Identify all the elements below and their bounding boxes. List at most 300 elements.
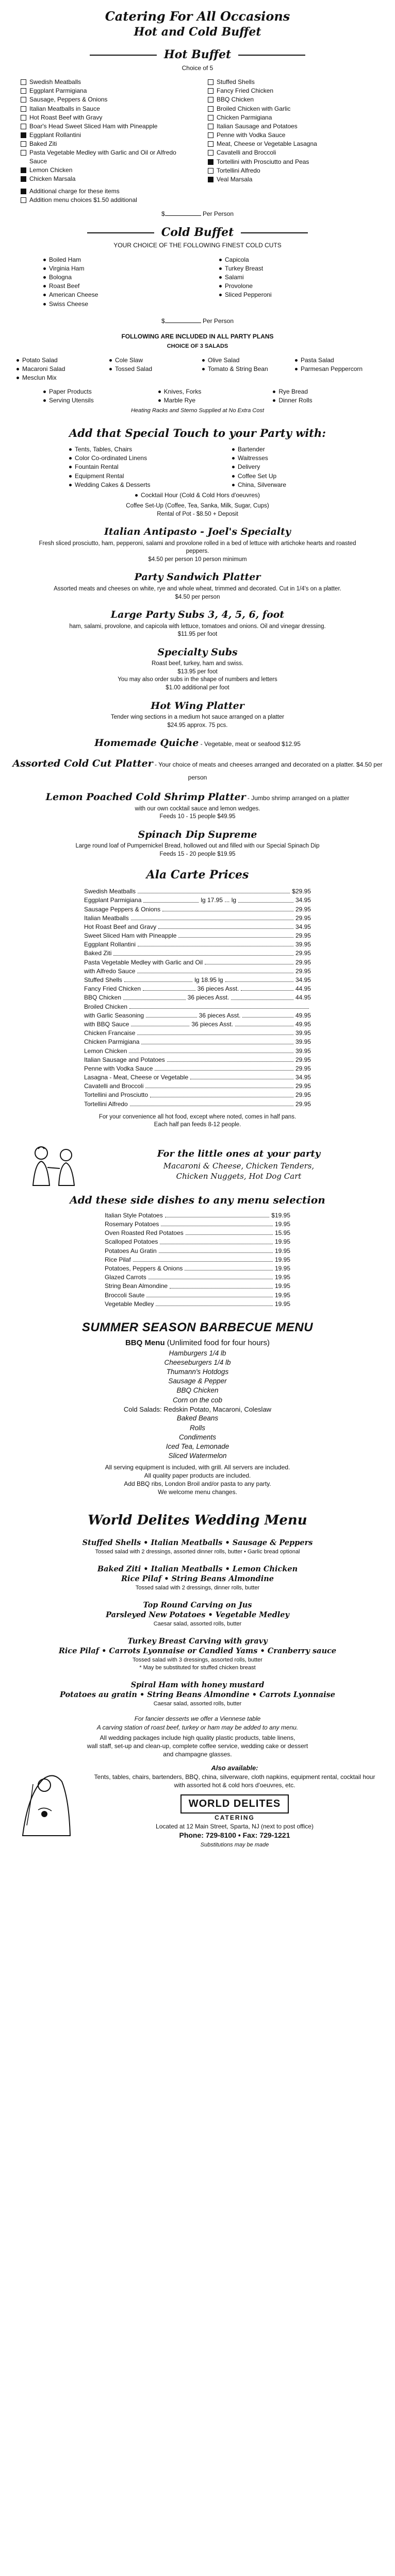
menu-choice-item[interactable] <box>21 78 195 86</box>
service-item <box>232 463 383 471</box>
kids-section <box>23 1142 383 1188</box>
kids-line1: For the little ones at your party <box>157 1148 321 1160</box>
dot-leader <box>124 976 192 982</box>
dot-leader <box>186 1229 273 1235</box>
hot-buffet-extras <box>12 187 383 204</box>
menu-choice-item[interactable] <box>21 87 195 95</box>
bullet-icon <box>158 391 161 393</box>
list-item-label: Potato Salad <box>22 356 58 364</box>
bullet-icon <box>17 368 19 370</box>
price-row-mid: 36 pieces Asst. <box>187 994 229 1002</box>
bullet-icon <box>43 276 46 279</box>
checkbox-icon[interactable] <box>21 167 26 173</box>
menu-choice-label: Sausage, Peppers & Onions <box>29 96 108 104</box>
dot-leader <box>162 905 293 911</box>
specialty-desc: Fresh sliced prosciutto, ham, pepperoni, salami and provolone rolled in a bed of lettuce with artichoke hearts and roasted peppers. <box>39 540 356 555</box>
bullet-icon <box>219 285 222 287</box>
special-touch-list <box>12 445 383 489</box>
specialty-price: $13.95 per foot <box>177 668 218 675</box>
price-row-price: 19.95 <box>274 1238 290 1246</box>
bbq-title: SUMMER SEASON BARBECUE MENU <box>81 1320 314 1334</box>
price-row-price: 19.95 <box>274 1256 290 1263</box>
party-plans-note: Heating Racks and Sterno Supplied at No Extra Cost <box>130 407 265 414</box>
hot-buffet-price-line <box>12 210 383 218</box>
dot-leader <box>138 887 290 893</box>
cold-cut-item <box>43 282 207 290</box>
price-row-price: 39.95 <box>295 1047 311 1055</box>
dot-leader <box>185 1264 273 1270</box>
menu-choice-item[interactable] <box>208 175 383 183</box>
list-item-label: Serving Utensils <box>49 396 94 404</box>
cold-buffet-title-row <box>12 225 383 241</box>
specialty-inline: - Vegetable, meat or seafood $12.95 <box>199 740 301 748</box>
price-row-price: 29.95 <box>295 1056 311 1063</box>
specialty-name: Specialty Subs <box>157 646 238 658</box>
list-item-label: Fountain Rental <box>75 463 119 471</box>
specialty-name: Large Party Subs 3, 4, 5, 6, foot <box>110 609 285 621</box>
bbq-item: Baked Beans <box>176 1414 219 1422</box>
menu-choice-label: Italian Meatballs in Sauce <box>29 105 100 112</box>
price-row-price: 19.95 <box>274 1282 290 1290</box>
list-item-label: Tents, Tables, Chairs <box>75 446 133 453</box>
salad-item <box>109 356 197 364</box>
bbq-note4: We welcome menu changes. <box>158 1488 237 1496</box>
dot-leader <box>161 1220 273 1226</box>
wedding-menu-note: Tossed salad with 3 dressings, assorted rolls, butter <box>133 1656 262 1663</box>
specialty-title <box>12 608 383 622</box>
dot-leader <box>146 1291 273 1297</box>
kids-illustration-icon <box>23 1142 85 1188</box>
specialty-name: Lemon Poached Cold Shrimp Platter <box>45 791 246 803</box>
price-row <box>84 1038 311 1046</box>
list-item-label: Equipment Rental <box>75 472 124 480</box>
bbq-note1: All serving equipment is included, with grill. All servers are included. <box>105 1463 290 1471</box>
menu-choice-item[interactable] <box>208 122 383 130</box>
bride-groom-illustration-icon <box>12 1764 79 1841</box>
dot-leader <box>225 976 293 982</box>
service-item <box>69 472 220 480</box>
dot-leader <box>129 1047 293 1053</box>
menu-choice-label: Stuffed Shells <box>217 78 255 86</box>
cold-cut-item <box>43 256 207 264</box>
header-line1: Catering For All Occasions <box>105 9 290 24</box>
list-item-label: Roast Beef <box>49 282 80 290</box>
menu-choice-item[interactable] <box>21 148 195 165</box>
price-row <box>84 1073 311 1081</box>
hot-buffet-right-column <box>208 77 383 184</box>
kids-line3: Chicken Nuggets, Hot Dog Cart <box>176 1171 302 1181</box>
menu-choice-item[interactable] <box>21 196 383 204</box>
checkbox-icon[interactable] <box>208 159 213 165</box>
dot-leader <box>241 985 293 991</box>
wedding-menu-line2: Rice Pilaf • String Beans Almondine <box>121 1574 274 1584</box>
supplies-grid <box>12 387 383 405</box>
price-row-name: Eggplant Parmigiana <box>84 896 142 904</box>
checkbox-icon[interactable] <box>208 115 213 121</box>
menu-choice-item[interactable] <box>208 148 383 157</box>
checkbox-icon[interactable] <box>208 124 213 129</box>
price-row-name: Potatoes Au Gratin <box>105 1247 157 1255</box>
list-item-label: Wedding Cakes & Desserts <box>75 481 151 488</box>
bullet-icon <box>232 466 235 468</box>
menu-choice-item[interactable] <box>21 140 195 148</box>
menu-choice-item[interactable] <box>21 105 195 113</box>
dot-leader <box>242 1011 293 1018</box>
price-row <box>84 976 311 984</box>
checkbox-icon[interactable] <box>21 189 26 194</box>
price-row-price: 19.95 <box>274 1291 290 1299</box>
price-row <box>84 940 311 948</box>
bbq-item: BBQ Chicken <box>176 1386 219 1395</box>
price-row-name: Swedish Meatballs <box>84 888 136 895</box>
salads-grid <box>12 355 383 383</box>
wedding-menu-option <box>12 1680 383 1708</box>
price-row-name: Potatoes, Peppers & Onions <box>105 1264 183 1272</box>
menu-choice-label: Tortellini with Prosciutto and Peas <box>217 158 309 165</box>
bullet-icon <box>69 484 72 486</box>
menu-choice-item[interactable] <box>208 166 383 175</box>
menu-choice-item[interactable] <box>208 158 383 166</box>
specialty-price: $4.50 per person 10 person minimum <box>148 556 247 563</box>
bullet-icon <box>17 377 19 379</box>
menu-choice-label: Addition menu choices $1.50 additional <box>29 196 137 204</box>
price-row-name: Stuffed Shells <box>84 976 122 984</box>
dot-leader <box>149 1273 273 1279</box>
menu-choice-item[interactable] <box>208 113 383 122</box>
list-item-label: Cole Slaw <box>115 356 143 364</box>
list-item-label: Tomato & String Bean <box>208 365 268 373</box>
specialty-desc: Assorted meats and cheeses on white, rye and whole wheat, trimmed and decorated. Cut in 1/4's on a platter. <box>54 586 341 592</box>
dot-leader <box>143 985 195 991</box>
bullet-icon <box>219 267 222 270</box>
price-row <box>105 1229 290 1237</box>
bbq-item: Iced Tea, Lemonade <box>166 1443 229 1451</box>
menu-choice-label: Chicken Marsala <box>29 175 76 183</box>
price-row-name: Tortellini and Prosciutto <box>84 1091 149 1099</box>
menu-choice-item[interactable] <box>21 131 195 139</box>
menu-choice-item[interactable] <box>21 175 195 183</box>
menu-choice-item[interactable] <box>208 78 383 86</box>
price-row-price: 39.95 <box>295 1029 311 1037</box>
menu-choice-item[interactable] <box>21 122 195 130</box>
bullet-icon <box>232 448 235 451</box>
bullet-icon <box>43 294 46 296</box>
price-row-price: 19.95 <box>274 1274 290 1281</box>
checkbox-icon[interactable] <box>21 115 26 121</box>
checkbox-icon[interactable] <box>21 150 26 156</box>
price-blank <box>165 317 201 323</box>
menu-choice-item[interactable] <box>208 87 383 95</box>
specialties-section <box>12 526 383 858</box>
bbq-item: Condiments <box>178 1433 217 1441</box>
checkbox-icon[interactable] <box>21 176 26 182</box>
price-row-name: Broccoli Saute <box>105 1291 145 1299</box>
price-row <box>105 1211 290 1219</box>
dot-leader <box>130 1100 293 1106</box>
dot-leader <box>167 1056 293 1062</box>
bullet-icon <box>17 359 19 362</box>
price-row-price: 39.95 <box>295 1038 311 1046</box>
wedding-menu-option <box>12 1636 383 1672</box>
specialty-name: Homemade Quiche <box>94 737 199 749</box>
menu-choice-label: Baked Ziti <box>29 140 57 148</box>
dot-leader <box>178 931 293 938</box>
price-row-name: Chicken Francaise <box>84 1029 136 1037</box>
hot-buffet-title: Hot Buffet <box>163 48 232 62</box>
wedding-carving: A carving station of roast beef, turkey or ham may be added to any menu. <box>96 1723 299 1731</box>
a-la-carte-table <box>84 887 311 1108</box>
checkbox-icon[interactable] <box>208 168 213 174</box>
price-row <box>84 1047 311 1055</box>
price-row-price: 49.95 <box>295 1020 311 1028</box>
menu-choice-item[interactable] <box>21 113 195 122</box>
wedding-menu-option <box>12 1600 383 1628</box>
list-item-label: Sliced Pepperoni <box>225 291 272 299</box>
coffee-rental: Rental of Pot - $8.50 + Deposit <box>157 511 238 517</box>
price-row-mid: 36 pieces Asst. <box>199 1011 241 1019</box>
price-row-name: Chicken Parmigiana <box>84 1038 140 1046</box>
list-item-label: Rye Bread <box>278 387 308 395</box>
service-item <box>232 454 383 462</box>
dot-leader <box>129 1003 309 1009</box>
specialty-inline: - Your choice of meats and cheeses arranged and decorated on a platter. $4.50 per person <box>153 760 383 782</box>
supply-item <box>273 387 383 396</box>
bullet-icon <box>43 267 46 270</box>
salad-column <box>295 355 383 383</box>
menu-choice-item[interactable] <box>21 95 195 104</box>
menu-choice-label: Additional charge for these items <box>29 188 120 195</box>
specialty-price: $4.50 per person <box>175 594 220 600</box>
price-row-price: 29.95 <box>295 958 311 966</box>
price-row-price: 29.95 <box>295 1100 311 1108</box>
menu-choice-item[interactable] <box>21 166 195 174</box>
supply-item <box>158 396 268 404</box>
price-row-name: String Bean Almondine <box>105 1282 168 1290</box>
checkbox-icon[interactable] <box>21 106 26 112</box>
checkbox-icon[interactable] <box>21 124 26 129</box>
list-item-label: Knives, Forks <box>163 387 202 395</box>
cocktail-text: Cocktail Hour (Cold & Cold Hors d'oeuvres) <box>140 492 260 499</box>
menu-choice-label: Veal Marsala <box>217 176 253 183</box>
price-row-name: with Garlic Seasoning <box>84 1011 144 1019</box>
wedding-menu-line1: Top Round Carving on Jus <box>143 1600 252 1609</box>
dollar-sign: $ <box>161 210 165 217</box>
price-row-price: 29.95 <box>295 1091 311 1099</box>
bbq-menu-note: (Unlimited food for four hours) <box>167 1338 270 1348</box>
bullet-icon <box>43 399 46 402</box>
checkbox-icon[interactable] <box>208 106 213 112</box>
bbq-items <box>12 1349 383 1405</box>
price-row-name: Lemon Chicken <box>84 1047 127 1055</box>
cold-cut-item <box>219 291 383 299</box>
price-row-price: 19.95 <box>274 1300 290 1308</box>
bbq-menu-label: BBQ Menu <box>125 1338 165 1348</box>
bullet-icon <box>109 368 112 370</box>
list-item-label: Olive Salad <box>208 356 240 364</box>
checkbox-icon[interactable] <box>208 150 213 156</box>
dollar-sign: $ <box>161 317 165 325</box>
menu-choice-item[interactable] <box>208 131 383 139</box>
specialty-price: $11.95 per foot <box>177 631 218 638</box>
bullet-icon <box>109 359 112 362</box>
salad-column <box>109 355 197 383</box>
price-row-price: $29.95 <box>292 888 311 895</box>
dot-leader <box>205 958 293 964</box>
menu-choice-label: Meat, Cheese or Vegetable Lasagna <box>217 140 317 148</box>
bbq-item: Thumann's Hotdogs <box>166 1367 229 1376</box>
wedding-menu-line1: Turkey Breast Carving with gravy <box>127 1636 268 1646</box>
catering-label: CATERING <box>215 1814 255 1822</box>
bbq-salads: Cold Salads: Redskin Potato, Macaroni, Coleslaw <box>123 1405 272 1413</box>
per-person-label: Per Person <box>203 317 234 325</box>
list-item-label: Coffee Set Up <box>238 472 277 480</box>
wedding-footer3: and champagne glasses. <box>163 1751 232 1758</box>
dot-leader <box>155 1064 293 1071</box>
per-person-label: Per Person <box>203 210 234 217</box>
price-row-name: Scalloped Potatoes <box>105 1238 158 1246</box>
supply-item <box>158 387 268 396</box>
substitutions: Substitutions may be made <box>200 1841 269 1848</box>
checkbox-icon[interactable] <box>21 88 26 94</box>
bullet-icon <box>202 359 205 362</box>
cold-cut-item <box>43 300 207 308</box>
wedding-menu-note: Tossed salad with 2 dressings, assorted dinner rolls, butter • Garlic bread optional <box>95 1548 300 1555</box>
bullet-icon <box>69 448 72 451</box>
wedding-title: World Delites Wedding Menu <box>88 1513 307 1529</box>
salad-column <box>17 355 104 383</box>
dot-leader <box>158 923 293 929</box>
also-list: Tents, tables, chairs, bartenders, BBQ, china, silverware, cloth napkins, equipment rental, cocktail hour with assorted hot & cold hors d'oeuvres, etc. <box>94 1773 375 1789</box>
list-item-label: Capicola <box>225 256 249 263</box>
cold-buffet-right-column <box>219 255 383 309</box>
checkbox-icon[interactable] <box>208 79 213 85</box>
bullet-icon <box>295 359 298 362</box>
price-row <box>105 1256 290 1264</box>
price-row-price: 29.95 <box>295 905 311 913</box>
cold-cut-item <box>219 264 383 273</box>
price-row-name: Eggplant Rollantini <box>84 941 136 948</box>
service-item <box>69 445 220 453</box>
price-row <box>105 1273 290 1281</box>
dot-leader <box>165 1211 270 1217</box>
checkbox-icon[interactable] <box>208 141 213 147</box>
menu-choice-label: Broiled Chicken with Garlic <box>217 105 291 112</box>
logo-box <box>87 1794 383 1814</box>
supply-item <box>273 396 383 404</box>
checkbox-icon[interactable] <box>208 177 213 182</box>
bbq-item: Rolls <box>189 1423 205 1432</box>
a-la-carte-title: Ala Carte Prices <box>146 868 249 882</box>
kids-text <box>95 1148 383 1181</box>
list-item-label: Pasta Salad <box>301 356 334 364</box>
price-row-name: Sausage Peppers & Onions <box>84 905 161 913</box>
menu-choice-label: Fancy Fried Chicken <box>217 87 274 95</box>
dot-leader <box>137 1029 293 1035</box>
special-touch-left <box>69 445 220 489</box>
price-row-name: Broiled Chicken <box>84 1003 128 1010</box>
specialty-desc: with our own cocktail sauce and lemon wedges. <box>135 805 260 812</box>
list-item-label: Waitresses <box>238 454 268 462</box>
specialty-desc: Tender wing sections in a medium hot sauce arranged on a platter <box>110 714 285 721</box>
price-row-price: 44.95 <box>295 994 311 1002</box>
checkbox-icon[interactable] <box>208 88 213 94</box>
price-row-price: 29.95 <box>295 1064 311 1072</box>
checkbox-icon[interactable] <box>208 97 213 103</box>
wedding-bottom <box>12 1764 383 1849</box>
salad-item <box>295 365 383 373</box>
bullet-icon <box>43 391 46 393</box>
wedding-menu-option <box>12 1564 383 1592</box>
supplies-column <box>43 387 153 405</box>
bbq-item: Sausage & Pepper <box>168 1377 227 1385</box>
list-item-label: Color Co-ordinated Linens <box>75 454 147 462</box>
price-row-price: 29.95 <box>295 967 311 975</box>
dot-leader <box>141 1038 293 1044</box>
checkbox-icon[interactable] <box>208 132 213 138</box>
side-dishes-table <box>105 1211 290 1308</box>
bullet-icon <box>69 466 72 468</box>
price-row-price: 15.95 <box>274 1229 290 1237</box>
dot-leader <box>133 1256 273 1262</box>
specialty-title <box>12 828 383 842</box>
price-row-price: 19.95 <box>274 1221 290 1228</box>
bullet-icon <box>219 276 222 279</box>
bbq-item: Cheeseburgers 1/4 lb <box>164 1358 231 1366</box>
price-row <box>105 1247 290 1255</box>
bullet-icon <box>232 457 235 460</box>
cold-cut-item <box>43 291 207 299</box>
checkbox-icon[interactable] <box>21 79 26 85</box>
price-row <box>84 1011 311 1020</box>
menu-choice-label: Cavatelli and Broccoli <box>217 149 276 157</box>
menu-choice-item[interactable] <box>208 140 383 148</box>
list-item-label: Macaroni Salad <box>22 365 65 373</box>
bullet-icon <box>295 368 298 370</box>
price-row-name: Baked Ziti <box>84 950 112 957</box>
specialty-price: Feeds 15 - 20 people $19.95 <box>159 851 236 857</box>
list-item-label: Mesclun Mix <box>22 374 57 382</box>
menu-choice-item[interactable] <box>208 105 383 113</box>
menu-choice-item[interactable] <box>208 95 383 104</box>
specialty-name: Spinach Dip Supreme <box>138 828 257 840</box>
checkbox-icon[interactable] <box>21 197 26 203</box>
hot-buffet-list <box>12 77 383 184</box>
dot-leader <box>160 1238 273 1244</box>
checkbox-icon[interactable] <box>21 132 26 138</box>
price-row <box>84 914 311 922</box>
menu-choice-item[interactable] <box>21 187 383 195</box>
dot-leader <box>146 1011 197 1018</box>
list-item-label: Bartender <box>238 446 265 453</box>
dot-leader <box>159 1247 273 1253</box>
specialty-inline: - Jumbo shrimp arranged on a platter <box>245 794 350 802</box>
list-item-label: Paper Products <box>49 387 92 395</box>
list-item-label: Dinner Rolls <box>278 396 312 404</box>
cold-cut-item <box>43 273 207 281</box>
dot-leader <box>145 1082 293 1088</box>
bbq-note3: Add BBQ ribs, London Broil and/or pasta to any party. <box>124 1480 271 1487</box>
price-row <box>84 985 311 993</box>
wedding-menu-line1: Baked Ziti • Italian Meatballs • Lemon Chicken <box>97 1564 298 1573</box>
checkbox-icon[interactable] <box>21 141 26 147</box>
menu-choice-label: Tortellini Alfredo <box>217 166 260 174</box>
specialty-title <box>12 700 383 713</box>
price-row-price: 19.95 <box>274 1264 290 1272</box>
checkbox-icon[interactable] <box>21 97 26 103</box>
bullet-icon <box>158 399 161 402</box>
special-touch-title: Add that Special Touch to your Party with: <box>69 426 326 439</box>
specialty-name: Italian Antipasto - Joel's Specialty <box>104 526 291 538</box>
